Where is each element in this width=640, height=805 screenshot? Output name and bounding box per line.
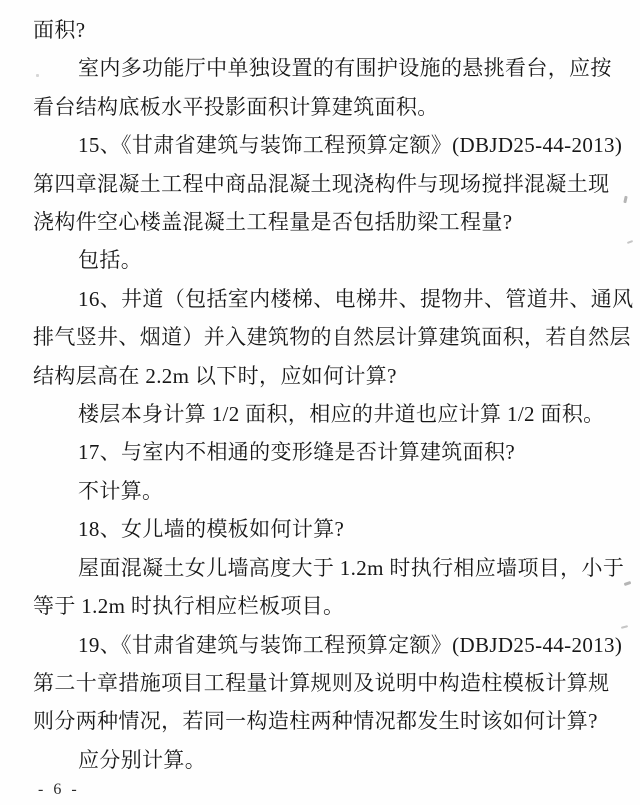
- scan-speck: [36, 74, 39, 77]
- document-body: [33, 11, 634, 779]
- text-line: 包括。: [78, 248, 143, 273]
- text-line: 排气竖井、烟道）并入建筑物的自然层计算建筑面积，若自然层: [33, 325, 631, 350]
- text-line: 15、《甘肃省建筑与装饰工程预算定额》(DBJD25-44-2013): [78, 133, 623, 158]
- text-line: 应分别计算。: [78, 747, 207, 772]
- text-line: 室内多功能厅中单独设置的有围护设施的悬挑看台，应按: [78, 56, 612, 81]
- text-line: 屋面混凝土女儿墙高度大于 1.2m 时执行相应墙项目，小于: [78, 555, 625, 580]
- text-line: 面积?: [33, 18, 86, 42]
- text-line: 16、井道（包括室内楼梯、电梯井、提物井、管道井、通风: [78, 286, 634, 311]
- text-line: 17、与室内不相通的变形缝是否计算建筑面积?: [78, 440, 516, 465]
- text-line: 18、女儿墙的模板如何计算?: [78, 517, 345, 542]
- page-number: - 6 -: [38, 781, 80, 798]
- text-line: 第四章混凝土工程中商品混凝土现浇构件与现场搅拌混凝土现: [33, 171, 610, 196]
- scan-speck: [624, 581, 632, 586]
- text-line: 第二十章措施项目工程量计算规则及说明中构造柱模板计算规: [33, 670, 610, 695]
- scan-speck: [627, 240, 633, 244]
- scan-speck: [623, 196, 627, 203]
- text-line: 楼层本身计算 1/2 面积，相应的井道也应计算 1/2 面积。: [78, 402, 605, 427]
- text-line: 19、《甘肃省建筑与装饰工程预算定额》(DBJD25-44-2013): [78, 632, 623, 657]
- text-line: 不计算。: [78, 478, 164, 503]
- text-line: 结构层高在 2.2m 以下时，应如何计算?: [33, 363, 397, 388]
- scan-speck: [621, 625, 628, 629]
- text-line: 等于 1.2m 时执行相应栏板项目。: [33, 594, 345, 619]
- text-line: 则分两种情况，若同一构造柱两种情况都发生时该如何计算?: [33, 709, 598, 734]
- text-line: 浇构件空心楼盖混凝土工程量是否包括肋梁工程量?: [33, 210, 513, 235]
- text-line: 看台结构底板水平投影面积计算建筑面积。: [33, 94, 439, 119]
